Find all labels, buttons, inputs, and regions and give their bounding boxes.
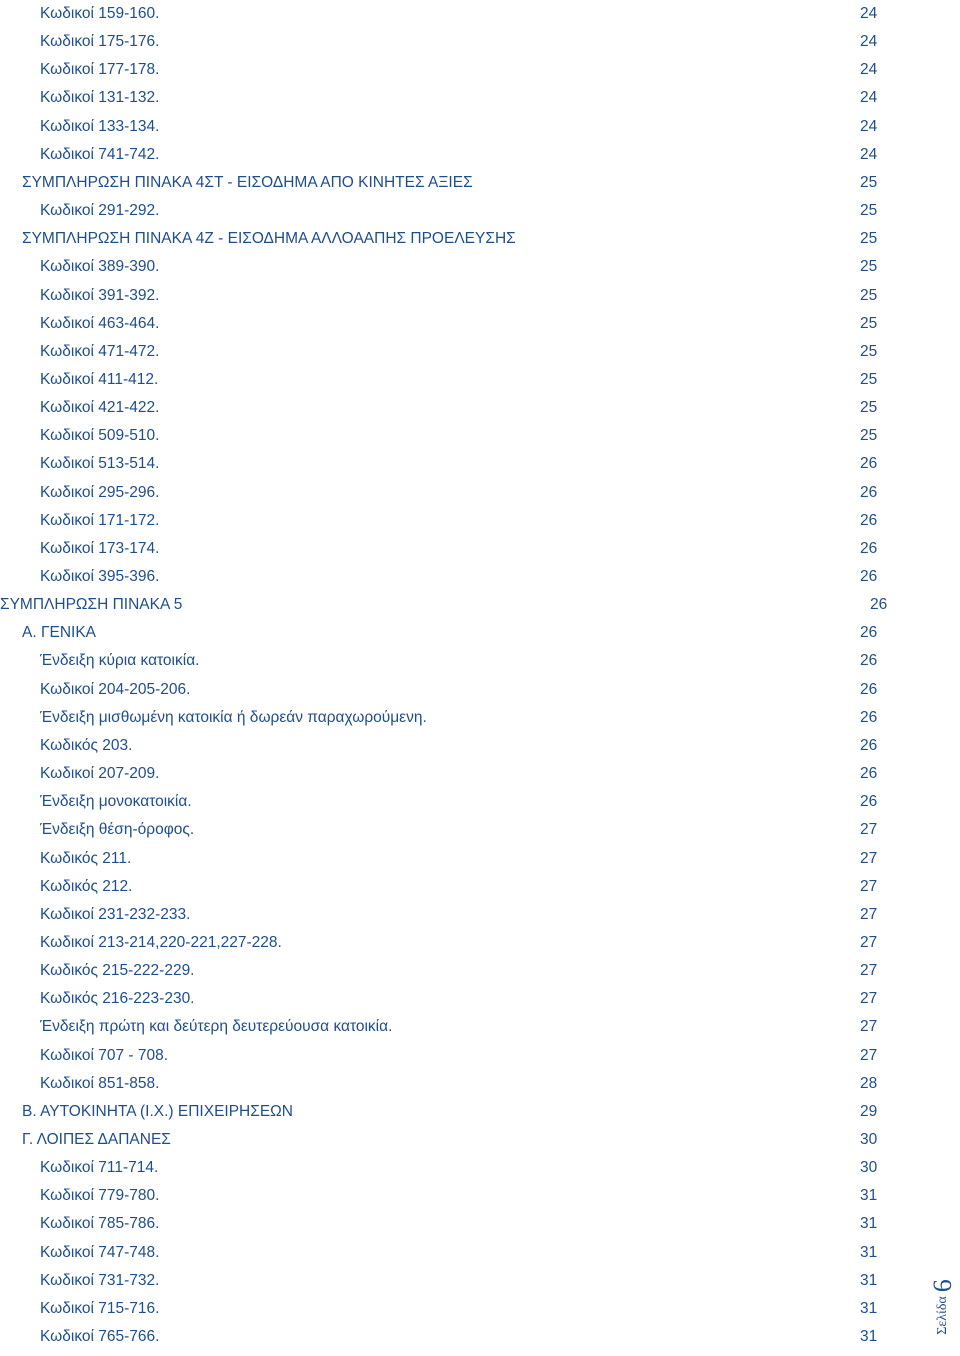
toc-entry-title: Κωδικός 203.: [40, 736, 133, 754]
toc-entry-page: 31: [860, 1215, 878, 1233]
toc-entry[interactable]: [0, 479, 960, 507]
toc-entry-title: Γ. ΛΟΙΠΕΣ ΔΑΠΑΝΕΣ: [22, 1131, 171, 1148]
toc-entry[interactable]: [0, 1154, 960, 1182]
toc-entry[interactable]: [0, 676, 960, 704]
toc-entry[interactable]: [0, 1013, 960, 1041]
toc-entry[interactable]: [0, 873, 960, 901]
toc-entry-page: 31: [860, 1187, 878, 1205]
toc-entry-page: 27: [860, 962, 878, 980]
toc-entry-title: ΣΥΜΠΛΗΡΩΣΗ ΠΙΝΑΚΑ 5: [0, 596, 183, 614]
toc-entry-page: 25: [860, 286, 878, 304]
toc-entry-title: Κωδικοί 177-178.: [40, 61, 160, 79]
toc-entry-page: 26: [860, 568, 878, 585]
toc-entry-title: Κωδικοί 295-296.: [40, 483, 160, 501]
toc-entry-page: 25: [860, 399, 878, 417]
toc-entry-title: Α. ΓΕΝΙΚΑ: [22, 624, 97, 642]
toc-entry[interactable]: [0, 450, 960, 478]
toc-entry-title: Κωδικοί 231-232-233.: [40, 905, 191, 923]
toc-entry[interactable]: [0, 197, 960, 225]
toc-entry-page: 26: [860, 680, 878, 698]
toc-entry[interactable]: [0, 563, 960, 591]
toc-entry[interactable]: [0, 1042, 960, 1070]
toc-entry-page: 24: [860, 61, 878, 79]
toc-entry-page: 27: [860, 877, 878, 895]
toc-entry-title: Κωδικοί 785-786.: [40, 1215, 160, 1233]
toc-entry[interactable]: [0, 929, 960, 957]
toc-entry[interactable]: [0, 760, 960, 788]
toc-entry[interactable]: [0, 619, 960, 647]
toc-entry-page: 25: [860, 342, 878, 360]
toc-entry-title: Κωδικοί 471-472.: [40, 342, 160, 360]
toc-entry-title: ΣΥΜΠΛΗΡΩΣΗ ΠΙΝΑΚΑ 4ΣΤ - ΕΙΣΟΔΗΜΑ ΑΠΟ ΚΙΝΗΤΕΣ ΑΞΙΕΣ: [22, 173, 473, 191]
toc-entry-page: 27: [860, 849, 878, 867]
toc-entry[interactable]: [0, 1239, 960, 1267]
toc-entry-title: Κωδικοί 707 - 708.: [40, 1046, 169, 1064]
toc-entry[interactable]: [0, 1323, 960, 1351]
toc-entry[interactable]: [0, 1098, 960, 1126]
toc-entry-page: 26: [860, 708, 878, 726]
toc-entry-title: Ένδειξη πρώτη και δεύτερη δευτερεύουσα κατοικία.: [40, 1018, 393, 1036]
toc-entry-title: Κωδικοί 509-510.: [40, 427, 160, 445]
toc-entry-page: 24: [860, 33, 878, 51]
toc-entry[interactable]: [0, 113, 960, 141]
toc-entry-page: 30: [860, 1131, 878, 1148]
toc-entry-title: Κωδικοί 513-514.: [40, 455, 160, 473]
toc-entry-title: Κωδικοί 731-732.: [40, 1271, 160, 1289]
toc-entry[interactable]: [0, 591, 960, 619]
toc-entry[interactable]: [0, 1267, 960, 1295]
toc-entry-page: 24: [860, 5, 878, 22]
toc-entry[interactable]: [0, 282, 960, 310]
toc-entry[interactable]: [0, 985, 960, 1013]
toc-entry-title: Κωδικοί 765-766.: [40, 1328, 160, 1346]
toc-entry-page: 26: [860, 652, 878, 670]
toc-entry-title: Κωδικοί 391-392.: [40, 286, 160, 304]
toc-entry[interactable]: [0, 56, 960, 84]
toc-entry-title: Β. ΑΥΤΟΚΙΝΗΤΑ (Ι.Χ.) ΕΠΙΧΕΙΡΗΣΕΩΝ: [22, 1102, 293, 1120]
toc-entry-title: Κωδικοί 741-742.: [40, 145, 160, 163]
toc-entry[interactable]: [0, 28, 960, 56]
toc-entry[interactable]: [0, 845, 960, 873]
toc-entry-page: 25: [860, 370, 878, 388]
toc-entry-page: 26: [860, 736, 878, 754]
toc-entry-page: 25: [860, 202, 878, 220]
toc-entry[interactable]: [0, 1070, 960, 1098]
toc-entry[interactable]: [0, 310, 960, 338]
toc-entry-page: 26: [860, 765, 878, 783]
toc-entry[interactable]: [0, 816, 960, 844]
toc-entry-title: Κωδικοί 715-716.: [40, 1299, 160, 1317]
toc-entry-page: 25: [860, 258, 878, 276]
toc-entry[interactable]: [0, 253, 960, 281]
toc-entry-title: Κωδικοί 747-748.: [40, 1243, 160, 1261]
toc-entry-page: 29: [860, 1102, 878, 1120]
toc-entry-page: 26: [870, 596, 888, 614]
toc-entry[interactable]: [0, 507, 960, 535]
toc-entry-page: 26: [860, 624, 878, 642]
toc-entry-title: ΣΥΜΠΛΗΡΩΣΗ ΠΙΝΑΚΑ 4Ζ - ΕΙΣΟΔΗΜΑ ΑΛΛΟΑΑΠΗΣ ΠΡΟΕΛΕΥΣΗΣ: [22, 230, 516, 248]
toc-entry[interactable]: [0, 394, 960, 422]
toc-entry[interactable]: [0, 732, 960, 760]
toc-entry-page: 26: [860, 511, 878, 529]
toc-entry[interactable]: [0, 1126, 960, 1154]
toc-entry-title: Κωδικοί 389-390.: [40, 258, 160, 276]
toc-entry[interactable]: [0, 169, 960, 197]
page-number-block: [928, 1279, 958, 1335]
toc-entry-page: 26: [860, 483, 878, 501]
toc-entry-page: 27: [860, 933, 878, 951]
toc-entry-title: Ένδειξη μισθωμένη κατοικία ή δωρεάν παραχωρούμενη.: [40, 708, 427, 726]
toc-entry-page: 27: [860, 821, 878, 839]
page-label: Σελίδα: [935, 1296, 950, 1335]
toc-entry[interactable]: [0, 0, 960, 28]
toc-entry-title: Κωδικοί 175-176.: [40, 33, 160, 51]
toc-entry-title: Κωδικοί 463-464.: [40, 314, 160, 332]
toc-entry-title: Κωδικός 216-223-230.: [40, 990, 195, 1008]
toc-entry-page: 31: [860, 1271, 878, 1289]
toc-entry-page: 27: [860, 1018, 878, 1036]
toc-entry-page: 24: [860, 145, 878, 163]
toc-entry[interactable]: [0, 1182, 960, 1210]
toc-entry-page: 31: [860, 1328, 878, 1346]
toc-entry[interactable]: [0, 225, 960, 253]
toc-entry[interactable]: [0, 647, 960, 675]
page-number: 6: [928, 1279, 957, 1293]
toc-entry[interactable]: [0, 338, 960, 366]
toc-entry[interactable]: [0, 84, 960, 112]
toc-entry-title: Κωδικοί 851-858.: [40, 1074, 160, 1092]
toc-entry[interactable]: [0, 901, 960, 929]
toc-entry-page: 27: [860, 990, 878, 1008]
toc-entry[interactable]: [0, 788, 960, 816]
toc-entry-title: Ένδειξη θέση-όροφος.: [40, 821, 195, 839]
toc-entry-page: 31: [860, 1243, 878, 1261]
toc-entry-title: Κωδικοί 395-396.: [40, 568, 160, 585]
toc-entry-title: Κωδικοί 421-422.: [40, 399, 160, 417]
toc-entry-page: 27: [860, 905, 878, 923]
toc-entry[interactable]: [0, 1210, 960, 1238]
page-footer: [928, 1262, 958, 1352]
toc-entry-title: Κωδικοί 291-292.: [40, 202, 160, 220]
toc-entry-page: 26: [860, 793, 878, 811]
toc-entry-title: Κωδικοί 711-714.: [40, 1159, 159, 1177]
toc-entry-title: Κωδικός 211.: [40, 849, 132, 867]
toc-entry[interactable]: [0, 704, 960, 732]
toc-entry-page: 25: [860, 314, 878, 332]
toc-entry-page: 24: [860, 117, 878, 135]
toc-entry-title: Κωδικοί 171-172.: [40, 511, 160, 529]
toc-entry-page: 26: [860, 455, 878, 473]
toc-entry[interactable]: [0, 141, 960, 169]
toc-entry-page: 26: [860, 539, 878, 557]
toc-entry-page: 25: [860, 427, 878, 445]
toc-entry-title: Κωδικοί 204-205-206.: [40, 680, 191, 698]
toc-entry-title: Κωδικοί 159-160.: [40, 5, 160, 22]
toc-entry-title: Κωδικοί 173-174.: [40, 539, 160, 557]
toc-entry-title: Κωδικοί 207-209.: [40, 765, 160, 783]
toc-entry-page: 27: [860, 1046, 878, 1064]
toc-entry[interactable]: [0, 366, 960, 394]
toc-entry-page: 25: [860, 230, 878, 248]
toc-entry[interactable]: [0, 535, 960, 563]
toc-entry-page: 25: [860, 173, 878, 191]
toc-entry[interactable]: [0, 1295, 960, 1323]
toc-entry-page: 30: [860, 1159, 878, 1177]
toc-entry-title: Ένδειξη κύρια κατοικία.: [40, 652, 200, 670]
toc-entry-title: Κωδικός 212.: [40, 877, 133, 895]
toc-entry-page: 31: [860, 1299, 878, 1317]
toc-entry-title: Κωδικός 215-222-229.: [40, 962, 195, 980]
toc-entry-title: Κωδικοί 411-412.: [40, 370, 159, 388]
toc-entry-page: 28: [860, 1074, 878, 1092]
toc-entry[interactable]: [0, 422, 960, 450]
toc-entry-title: Ένδειξη μονοκατοικία.: [40, 793, 192, 811]
toc-entry-title: Κωδικοί 131-132.: [40, 89, 160, 107]
toc-entry-title: Κωδικοί 213-214,220-221,227-228.: [40, 933, 282, 951]
toc-entry-title: Κωδικοί 779-780.: [40, 1187, 160, 1205]
toc-entry-page: 24: [860, 89, 878, 107]
toc-entry-title: Κωδικοί 133-134.: [40, 117, 160, 135]
toc-entry[interactable]: [0, 957, 960, 985]
